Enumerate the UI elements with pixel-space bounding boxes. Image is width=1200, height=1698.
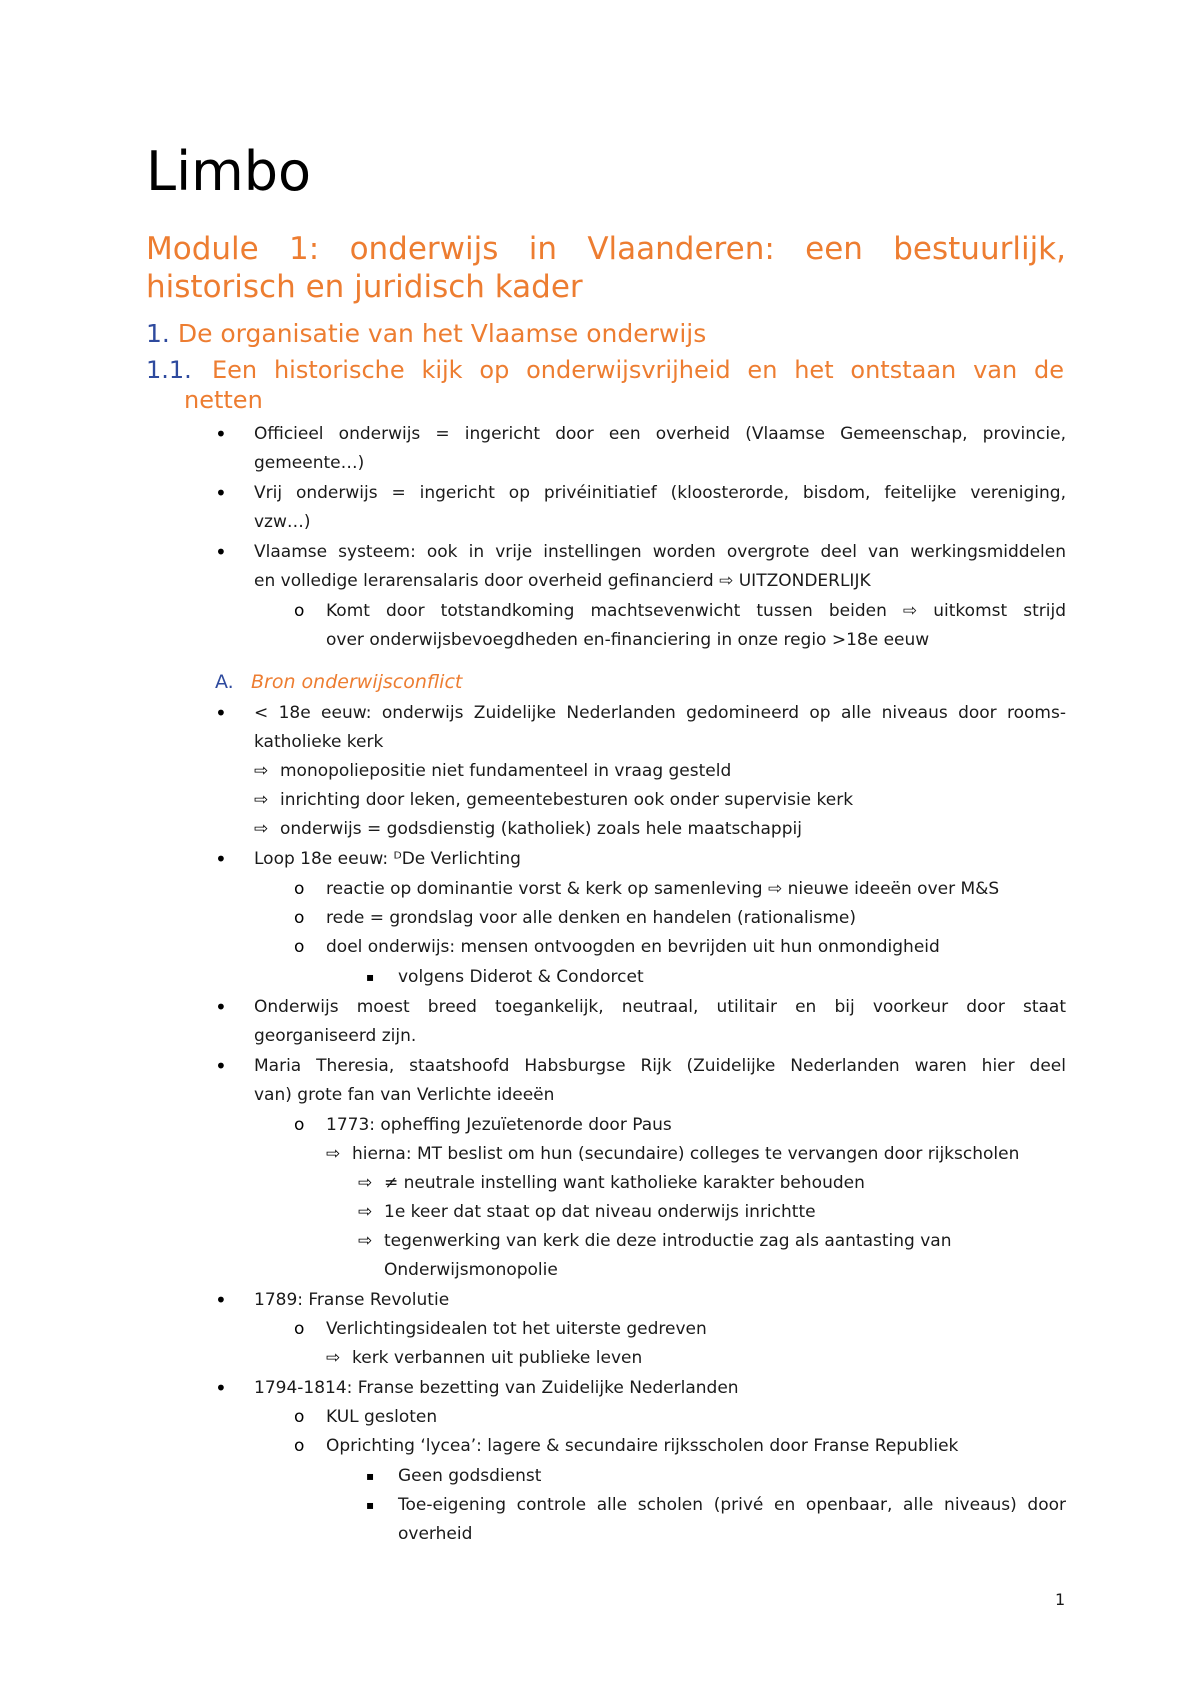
list-item: Oprichting ‘lycea’: lagere & secundaire rijksscholen door Franse Republiek (326, 1436, 959, 1456)
bullet-icon: • (215, 540, 227, 564)
list-item: 1794-1814: Franse bezetting van Zuidelijke Nederlanden (254, 1378, 739, 1398)
section-1-heading (146, 318, 706, 350)
square-bullet-icon: ▪ (366, 1498, 375, 1512)
section-1-number: 1. (146, 319, 170, 348)
list-item: Officieel onderwijs = ingericht door een overheid (Vlaamse Gemeenschap, provincie, (254, 424, 1066, 444)
list-item: Vlaamse systeem: ook in vrije instellingen worden overgrote deel van werkingsmiddelen (254, 542, 1066, 562)
arrow-icon: ⇨ (326, 1144, 341, 1164)
list-item: Onderwijsmonopolie (384, 1260, 558, 1280)
list-item: 1773: opheffing Jezuïetenorde door Paus (326, 1115, 672, 1135)
list-item: Loop 18e eeuw: ᴰDe Verlichting (254, 849, 521, 869)
square-bullet-icon: ▪ (366, 1469, 375, 1483)
circle-bullet-icon: o (294, 937, 305, 957)
list-item: en volledige lerarensalaris door overheid gefinancierd ⇨ UITZONDERLIJK (254, 571, 871, 591)
list-item: ≠ neutrale instelling want katholieke karakter behouden (384, 1173, 865, 1193)
section-1-1-heading (146, 355, 1066, 385)
list-item: katholieke kerk (254, 732, 384, 752)
list-item: Onderwijs moest breed toegankelijk, neutraal, utilitair en bij voorkeur door staat (254, 997, 1066, 1017)
list-item: Geen godsdienst (398, 1466, 542, 1486)
bullet-icon: • (215, 1288, 227, 1312)
list-item: over onderwijsbevoegdheden en-financiering in onze regio >18e eeuw (326, 630, 930, 650)
list-item: 1e keer dat staat op dat niveau onderwijs inrichtte (384, 1202, 816, 1222)
arrow-icon: ⇨ (358, 1202, 373, 1222)
arrow-icon: ⇨ (326, 1348, 341, 1368)
section-1-1-number: 1.1. (146, 356, 192, 384)
bullet-icon: • (215, 1376, 227, 1400)
list-item: reactie op dominantie vorst & kerk op samenleving ⇨ nieuwe ideeën over M&S (326, 879, 1000, 899)
module-heading-line2: historisch en juridisch kader (146, 269, 583, 305)
circle-bullet-icon: o (294, 601, 305, 621)
module-heading-line1: Module 1: onderwijs in Vlaanderen: een bestuurlijk, (146, 231, 1066, 267)
list-item: Vrij onderwijs = ingericht op privéinitiatief (kloosterorde, bisdom, feitelijke vereniging, (254, 483, 1066, 503)
list-item: hierna: MT beslist om hun (secundaire) colleges te vervangen door rijkscholen (352, 1144, 1020, 1164)
list-item: < 18e eeuw: onderwijs Zuidelijke Nederlanden gedomineerd op alle niveaus door rooms- (254, 703, 1066, 723)
list-item: Komt door totstandkoming machtsevenwicht tussen beiden ⇨ uitkomst strijd (326, 601, 1066, 621)
list-item: doel onderwijs: mensen ontvoogden en bevrijden uit hun onmondigheid (326, 937, 940, 957)
section-a-heading (215, 669, 462, 695)
list-item: onderwijs = godsdienstig (katholiek) zoals hele maatschappij (280, 819, 802, 839)
list-item: rede = grondslag voor alle denken en handelen (rationalisme) (326, 908, 857, 928)
document-title: Limbo (146, 140, 312, 203)
section-a-text: Bron onderwijsconflict (251, 671, 463, 693)
list-item: Maria Theresia, staatshoofd Habsburgse Rijk (Zuidelijke Nederlanden waren hier deel (254, 1056, 1066, 1076)
list-item: overheid (398, 1524, 473, 1544)
circle-bullet-icon: o (294, 1115, 305, 1135)
list-item: van) grote fan van Verlichte ideeën (254, 1085, 555, 1105)
circle-bullet-icon: o (294, 1436, 305, 1456)
list-item: 1789: Franse Revolutie (254, 1290, 450, 1310)
arrow-icon: ⇨ (254, 761, 269, 781)
list-item: kerk verbannen uit publieke leven (352, 1348, 643, 1368)
list-item: Toe-eigening controle alle scholen (privé en openbaar, alle niveaus) door (398, 1495, 1066, 1515)
circle-bullet-icon: o (294, 1319, 305, 1339)
circle-bullet-icon: o (294, 879, 305, 899)
page-number: 1 (1055, 1590, 1066, 1609)
bullet-icon: • (215, 847, 227, 871)
bullet-icon: • (215, 701, 227, 725)
section-1-text: De organisatie van het Vlaamse onderwijs (177, 319, 707, 348)
list-item: volgens Diderot & Condorcet (398, 967, 644, 987)
section-1-1-line2: netten (184, 386, 263, 414)
square-bullet-icon: ▪ (366, 970, 375, 984)
list-item: inrichting door leken, gemeentebesturen ook onder supervisie kerk (280, 790, 854, 810)
list-item: monopoliepositie niet fundamenteel in vraag gesteld (280, 761, 732, 781)
section-a-number: A. (215, 671, 234, 693)
arrow-icon: ⇨ (358, 1173, 373, 1193)
bullet-icon: • (215, 422, 227, 446)
list-item: Verlichtingsidealen tot het uiterste gedreven (326, 1319, 707, 1339)
list-item: gemeente…) (254, 453, 365, 473)
arrow-icon: ⇨ (358, 1231, 373, 1251)
section-1-1-line1: Een historische kijk op onderwijsvrijheid en het ontstaan van de (212, 356, 1064, 384)
list-item: georganiseerd zijn. (254, 1026, 417, 1046)
bullet-icon: • (215, 481, 227, 505)
circle-bullet-icon: o (294, 908, 305, 928)
arrow-icon: ⇨ (254, 790, 269, 810)
list-item: KUL gesloten (326, 1407, 438, 1427)
list-item: vzw…) (254, 512, 311, 532)
circle-bullet-icon: o (294, 1407, 305, 1427)
list-item: tegenwerking van kerk die deze introductie zag als aantasting van (384, 1231, 952, 1251)
bullet-icon: • (215, 1054, 227, 1078)
bullet-icon: • (215, 995, 227, 1019)
arrow-icon: ⇨ (254, 819, 269, 839)
